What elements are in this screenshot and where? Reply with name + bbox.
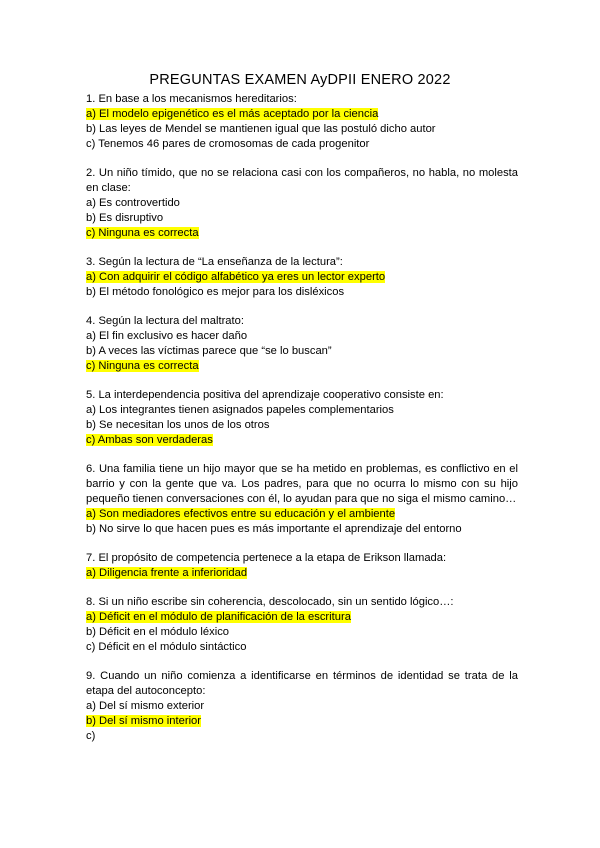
question-8: [86, 595, 518, 655]
answer-option: b) Las leyes de Mendel se mantienen igual que las postuló dicho autor: [86, 123, 436, 135]
question-4: [86, 314, 518, 374]
question-text: 2. Un niño tímido, que no se relaciona casi con los compañeros, no habla, no molesta en clase:: [86, 167, 518, 194]
answer-option: a) Es controvertido: [86, 197, 180, 209]
answer-option-highlighted: a) Son mediadores efectivos entre su educación y el ambiente: [86, 508, 396, 520]
answer-option-highlighted: a) El modelo epigenético es el más aceptado por la ciencia: [86, 108, 379, 120]
answer-option-highlighted: c) Ninguna es correcta: [86, 227, 199, 239]
question-text: 9. Cuando un niño comienza a identificarse en términos de identidad se trata de la etapa del autoconcepto:: [86, 670, 518, 697]
question-text: 8. Si un niño escribe sin coherencia, descolocado, sin un sentido lógico…:: [86, 596, 454, 608]
questions-list: [86, 92, 518, 758]
answer-option: a) Del sí mismo exterior: [86, 700, 205, 712]
answer-option: c) Déficit en el módulo sintáctico: [86, 641, 247, 653]
question-1: [86, 92, 518, 152]
answer-option: a) El fin exclusivo es hacer daño: [86, 330, 248, 342]
question-6: [86, 462, 518, 537]
question-9: [86, 669, 518, 744]
answer-option: b) A veces las víctimas parece que “se lo buscan”: [86, 345, 332, 357]
question-3: [86, 255, 518, 300]
answer-option: a) Los integrantes tienen asignados papeles complementarios: [86, 404, 394, 416]
question-text: 7. El propósito de competencia pertenece a la etapa de Erikson llamada:: [86, 552, 447, 564]
answer-option: c): [86, 730, 96, 742]
question-5: [86, 388, 518, 448]
answer-option: b) Es disruptivo: [86, 212, 164, 224]
question-7: [86, 551, 518, 581]
answer-option-highlighted: c) Ninguna es correcta: [86, 360, 199, 372]
answer-option: b) No sirve lo que hacen pues es más importante el aprendizaje del entorno: [86, 523, 462, 535]
answer-option: b) El método fonológico es mejor para los disléxicos: [86, 286, 345, 298]
answer-option-highlighted: c) Ambas son verdaderas: [86, 434, 213, 446]
document-title: PREGUNTAS EXAMEN AyDPII ENERO 2022: [149, 72, 451, 88]
question-text: 3. Según la lectura de “La enseñanza de la lectura”:: [86, 256, 343, 268]
question-2: [86, 166, 518, 241]
answer-option: b) Déficit en el módulo léxico: [86, 626, 230, 638]
question-text: 1. En base a los mecanismos hereditarios:: [86, 93, 297, 105]
question-text: 6. Una familia tiene un hijo mayor que se ha metido en problemas, es conflictivo en el barrio y con la gente que va. Los padres, para que no ocurra lo mismo con su hijo pequeño tienen conversaciones con él, lo ayudan para que no siga el mismo camino…: [86, 463, 518, 505]
answer-option: b) Se necesitan los unos de los otros: [86, 419, 270, 431]
answer-option-highlighted: b) Del sí mismo interior: [86, 715, 202, 727]
answer-option-highlighted: a) Diligencia frente a inferioridad: [86, 567, 248, 579]
question-text: 5. La interdependencia positiva del aprendizaje cooperativo consiste en:: [86, 389, 444, 401]
answer-option-highlighted: a) Déficit en el módulo de planificación de la escritura: [86, 611, 351, 623]
answer-option: c) Tenemos 46 pares de cromosomas de cada progenitor: [86, 138, 370, 150]
question-text: 4. Según la lectura del maltrato:: [86, 315, 244, 327]
answer-option-highlighted: a) Con adquirir el código alfabético ya eres un lector experto: [86, 271, 386, 283]
